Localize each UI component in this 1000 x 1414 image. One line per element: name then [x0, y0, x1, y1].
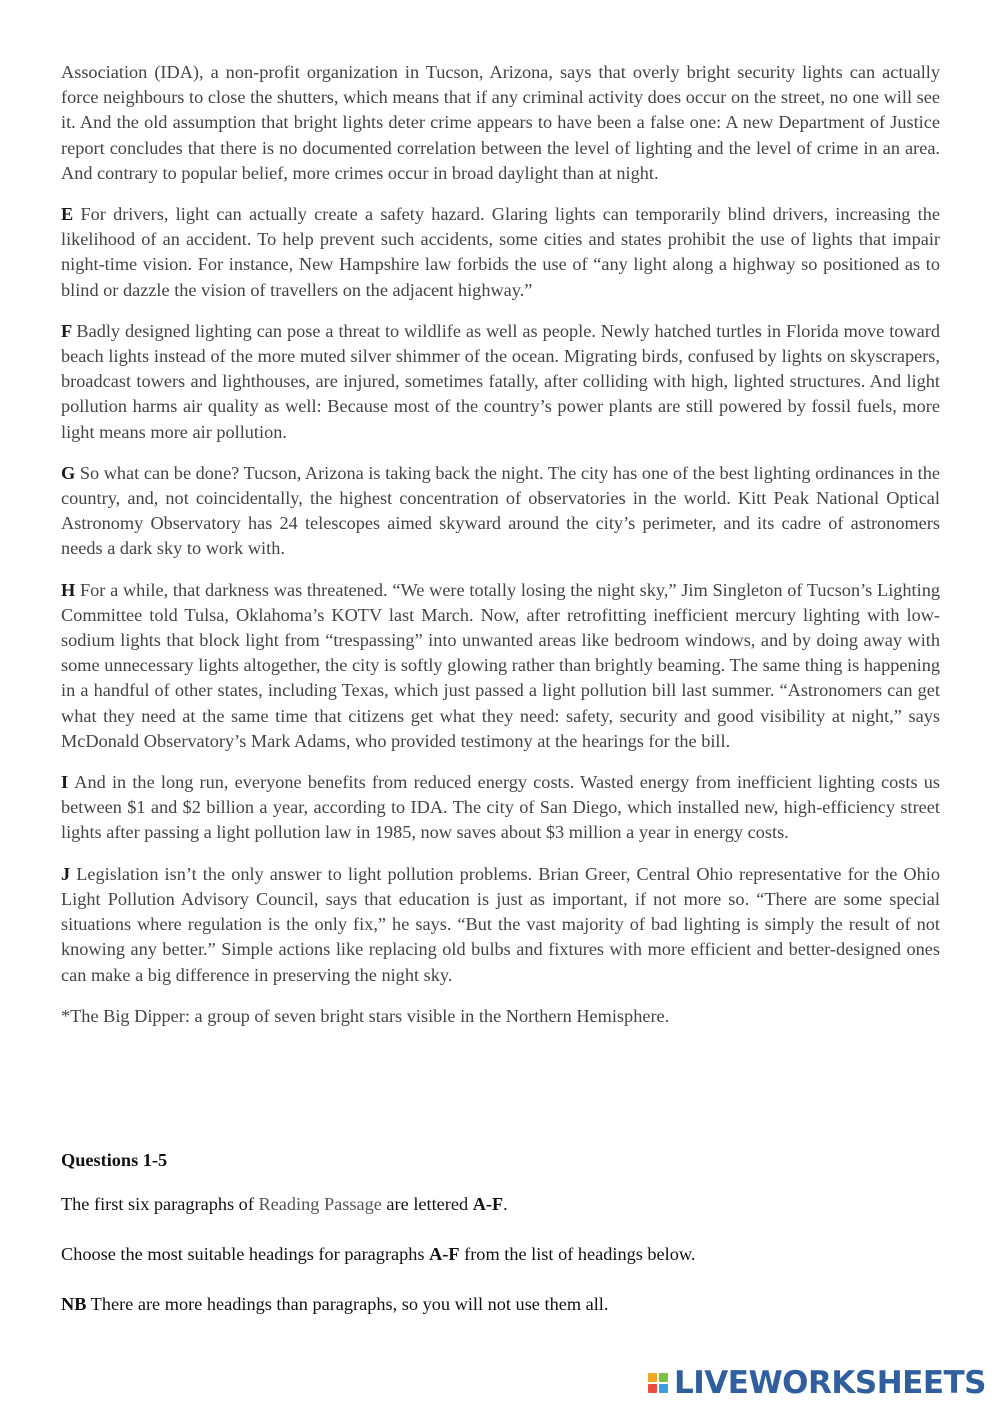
paragraph-letter: G — [61, 462, 80, 483]
instruction-text: from the list of headings below. — [459, 1244, 696, 1264]
instruction-bold: A-F — [429, 1244, 460, 1264]
logo-square — [659, 1373, 668, 1382]
instruction-line-3 — [61, 1292, 608, 1317]
paragraph-text: For drivers, light can actually create a safety hazard. Glaring lights can temporarily blind drivers, increasing the likelihood of an accident. To help prevent such accidents, some cities and states prohibit the use of lights that impair night-time vision. For instance, New Hampshire law forbids the use of “any light along a highway so positioned as to blind or dazzle the vision of travellers on the adjacent highway.” — [61, 204, 940, 300]
reading-passage-link[interactable]: Reading Passage — [258, 1194, 382, 1214]
logo-square — [648, 1373, 657, 1382]
footnote: *The Big Dipper: a group of seven bright stars visible in the Northern Hemisphere. — [61, 1005, 670, 1026]
logo-mark-icon — [648, 1369, 668, 1397]
instruction-bold: NB — [61, 1294, 87, 1314]
reading-passage — [61, 60, 940, 1029]
paragraph-e — [61, 202, 940, 303]
paragraph-text: So what can be done? Tucson, Arizona is taking back the night. The city has one of the best lighting ordinances in the country, and, not coincidentally, the highest concentration of observatories in the world. Kitt Peak National Optical Astronomy Observatory has 24 telescopes aimed skyward around the city’s perimeter, and its cadre of astronomers needs a dark sky to work with. — [61, 462, 940, 559]
paragraph-j — [61, 862, 940, 988]
paragraph-text: Association (IDA), a non-profit organization in Tucson, Arizona, says that overly bright security lights can actually force neighbours to close the shutters, which means that if any criminal activity does occur on the street, no one will see it. And the old assumption that bright lights deter crime appears to have been a false one: A new Department of Justice report concludes that there is no documented correlation between the level of lighting and the level of crime in an area. And contrary to popular belief, more crimes occur in broad daylight than at night. — [61, 62, 940, 183]
paragraph-text: And in the long run, everyone benefits from reduced energy costs. Wasted energy from inefficient lighting costs us between $1 and $2 billion a year, according to IDA. The city of San Diego, which installed new, high-efficiency street lights after passing a light pollution law in 1985, now saves about $3 million a year in energy costs. — [61, 772, 940, 843]
instruction-text: Choose the most suitable headings for paragraphs — [61, 1244, 430, 1264]
paragraph-letter: F — [61, 320, 77, 341]
paragraph-letter: E — [61, 204, 81, 225]
questions-section — [61, 1148, 940, 1314]
logo-text: LIVEWORKSHEETS — [674, 1365, 986, 1401]
paragraph-f — [61, 319, 940, 445]
instruction-text: are lettered — [381, 1194, 473, 1214]
paragraph-g — [61, 461, 940, 562]
instruction-bold: A-F — [472, 1194, 504, 1214]
paragraph-text: Legislation isn’t the only answer to light pollution problems. Brian Greer, Central Ohio representative for the Ohio Light Pollution Advisory Council, says that education is just as important, if not more so. “There are some special situations where regulation is the only fix,” he says. “But the vast majority of bad lighting is simply the result of not knowing any better.” Simple actions like replacing old bulbs and fixtures with more efficient and better-designed ones can make a big difference in preserving the night sky. — [61, 863, 940, 985]
instruction-line-2 — [61, 1242, 695, 1267]
logo-square — [648, 1384, 657, 1393]
paragraph-text: Badly designed lighting can pose a threat to wildlife as well as people. Newly hatched turtles in Florida move toward beach lights instead of the more muted silver shimmer of the ocean. Migrating birds, confused by lights on skyscrapers, broadcast towers and lighthouses, are injured, sometimes fatally, after colliding with high, lighted structures. And light pollution harms air quality as well: Because most of the country’s power plants are still powered by fossil fuels, more light means more air pollution. — [61, 320, 940, 442]
instruction-text: . — [503, 1194, 508, 1214]
questions-heading: Questions 1-5 — [61, 1150, 168, 1170]
paragraph-letter: I — [61, 772, 75, 793]
instruction-text: The first six paragraphs of — [61, 1194, 259, 1214]
paragraph-h — [61, 578, 940, 754]
paragraph-d-continued — [61, 60, 940, 186]
paragraph-i — [61, 770, 940, 846]
paragraph-letter: J — [61, 863, 77, 884]
paragraph-text: For a while, that darkness was threatened. “We were totally losing the night sky,” Jim Singleton of Tucson’s Lighting Committee told Tulsa, Oklahoma’s KOTV last March. Now, after retrofitting inefficient mercury lighting with low-sodium lights that block light from “trespassing” into unwanted areas like bedroom windows, and by doing away with some unnecessary lights altogether, the city is softly glowing rather than brightly beaming. The same thing is happening in a handful of other states, including Texas, which just passed a light pollution bill last summer. “Astronomers can get what they need at the same time that citizens get what they need: safety, security and good visibility at night,” says McDonald Observatory’s Mark Adams, who provided testimony at the hearings for the bill. — [61, 579, 940, 751]
liveworksheets-logo[interactable] — [648, 1366, 986, 1400]
instruction-text: There are more headings than paragraphs, so you will not use them all. — [86, 1294, 609, 1314]
paragraph-letter: H — [61, 579, 80, 600]
logo-square — [659, 1384, 668, 1393]
instruction-line-1 — [61, 1192, 508, 1217]
